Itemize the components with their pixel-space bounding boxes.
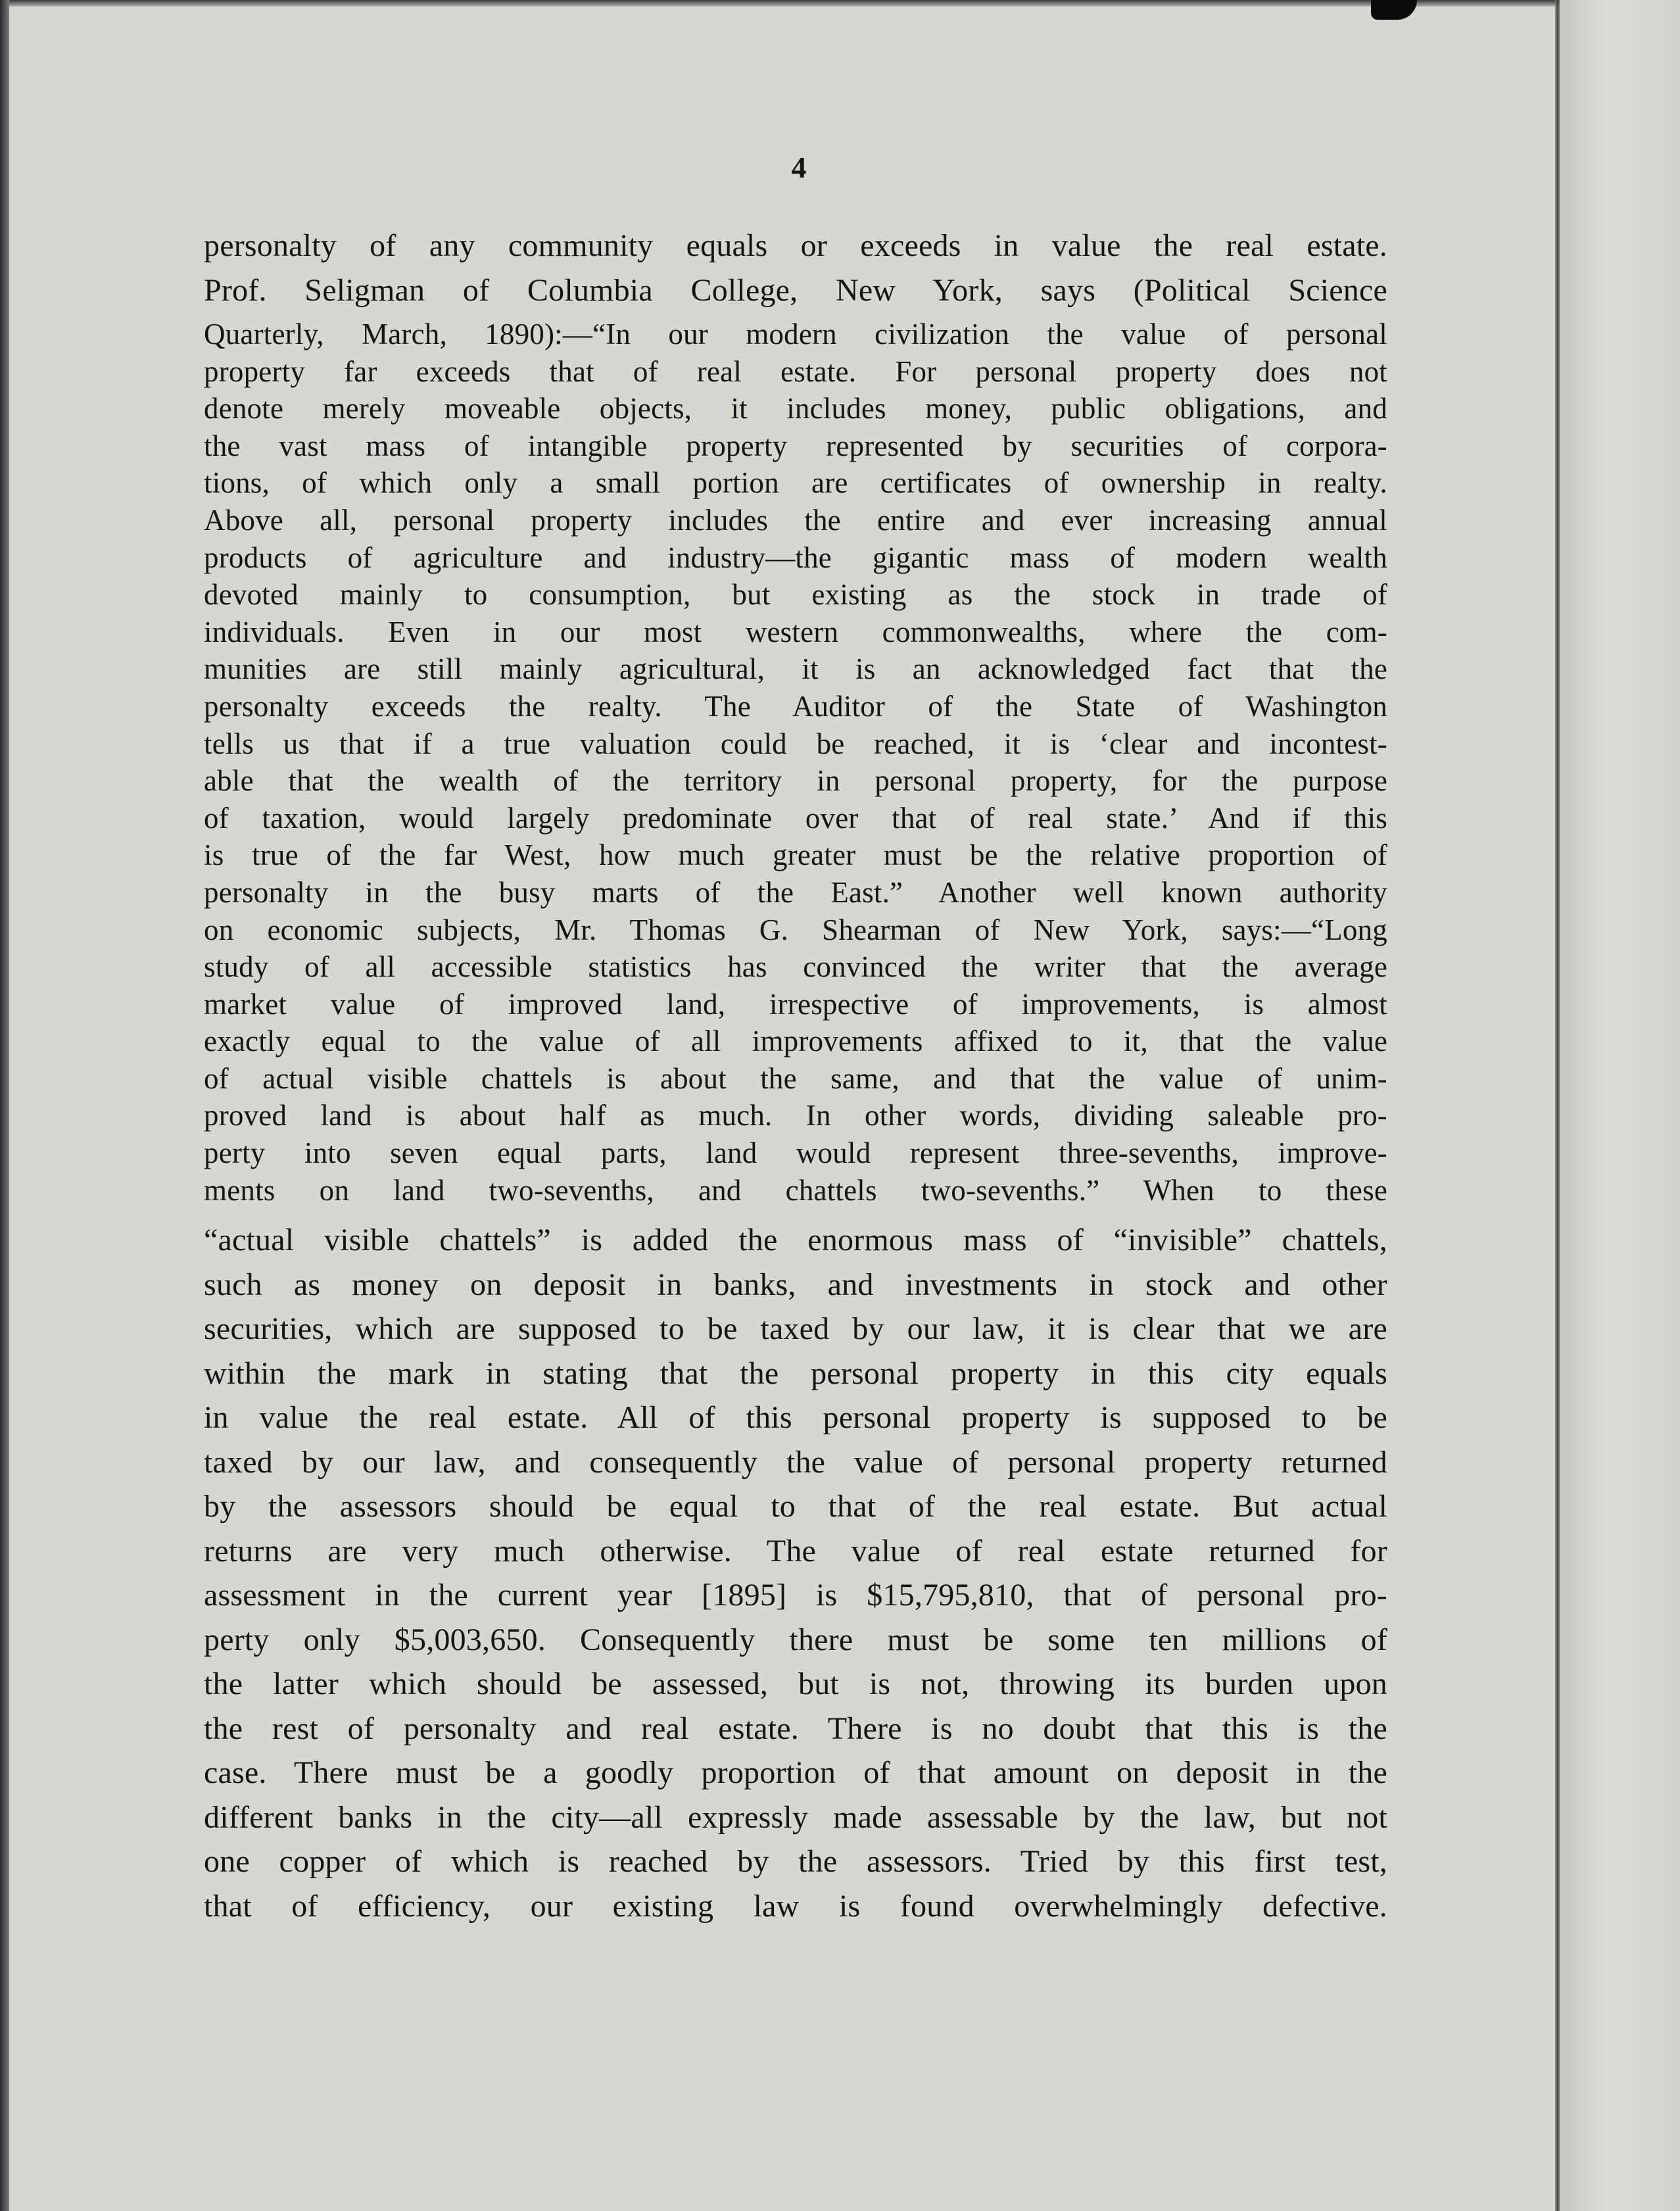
text-line: Quarterly, March, 1890):—“In our modern civilization the value of personal — [204, 318, 1387, 351]
paragraph-block-upper — [204, 224, 1387, 313]
text-line: the vast mass of intangible property represented by securities of corpora- — [204, 429, 1387, 462]
ink-blot — [1371, 0, 1417, 20]
text-line: denote merely moveable objects, it includes money, public obligations, and — [204, 392, 1387, 425]
text-line: tells us that if a true valuation could be reached, it is ‘clear and incontest- — [204, 727, 1387, 760]
text-line: individuals. Even in our most western commonwealths, where the com- — [204, 615, 1387, 648]
text-line: proved land is about half as much. In other words, dividing saleable pro- — [204, 1099, 1387, 1132]
text-line: by the assessors should be equal to that of the real estate. But actual — [204, 1489, 1387, 1524]
text-line: market value of improved land, irrespective of improvements, is almost — [204, 987, 1387, 1021]
text-line: is true of the far West, how much greater must be the relative proportion of — [204, 838, 1387, 872]
text-line: ments on land two-sevenths, and chattels two-sevenths.” When to these — [204, 1173, 1387, 1207]
page-top-edge — [0, 0, 1680, 7]
paragraph-block-lower — [204, 1218, 1387, 1928]
page-left-edge — [0, 0, 9, 2211]
text-line: that of efficiency, our existing law is found overwhelmingly defective. — [204, 1888, 1387, 1924]
text-line: assessment in the current year [1895] is $15,795,810, that of personal pro- — [204, 1578, 1387, 1613]
text-line: of actual visible chattels is about the same, and that the value of unim- — [204, 1061, 1387, 1095]
text-line: of taxation, would largely predominate over that of real state.’ And if this — [204, 801, 1387, 835]
text-line: munities are still mainly agricultural, it is an acknowledged fact that the — [204, 652, 1387, 686]
text-line: within the mark in stating that the personal property in this city equals — [204, 1355, 1387, 1391]
text-line: securities, which are supposed to be taxed by our law, it is clear that we are — [204, 1311, 1387, 1347]
page-number: 4 — [791, 151, 807, 184]
text-line: study of all accessible statistics has convinced the writer that the average — [204, 950, 1387, 984]
text-line: products of agriculture and industry—the gigantic mass of modern wealth — [204, 541, 1387, 574]
adjacent-page-margin — [1560, 0, 1680, 2211]
text-line: case. There must be a goodly proportion of that amount on deposit in the — [204, 1755, 1387, 1791]
text-line: Above all, personal property includes the entire and ever increasing annual — [204, 503, 1387, 537]
text-line: perty into seven equal parts, land would represent three-sevenths, improve- — [204, 1136, 1387, 1170]
body-text — [204, 224, 1387, 1928]
text-line: personalty of any community equals or exceeds in value the real estate. — [204, 228, 1387, 263]
text-line: personalty in the busy marts of the East.” Another well known authority — [204, 875, 1387, 909]
text-line: property far exceeds that of real estate. For personal property does not — [204, 354, 1387, 388]
text-line: such as money on deposit in banks, and investments in stock and other — [204, 1267, 1387, 1302]
quotation-block — [204, 316, 1387, 1209]
text-line: devoted mainly to consumption, but existing as the stock in trade of — [204, 578, 1387, 612]
text-line: personalty exceeds the realty. The Auditor of the State of Washington — [204, 689, 1387, 723]
text-line: the rest of personalty and real estate. There is no doubt that this is the — [204, 1711, 1387, 1746]
text-line: tions, of which only a small portion are certificates of ownership in realty. — [204, 466, 1387, 500]
text-line: Prof. Seligman of Columbia College, New York, says (Political Science — [204, 273, 1387, 308]
text-line: able that the wealth of the territory in personal property, for the purpose — [204, 764, 1387, 798]
text-line: on economic subjects, Mr. Thomas G. Shearman of New York, says:—“Long — [204, 913, 1387, 946]
text-line: perty only $5,003,650. Consequently there must be some ten millions of — [204, 1622, 1387, 1657]
text-line: exactly equal to the value of all improvements affixed to it, that the value — [204, 1025, 1387, 1058]
text-line: taxed by our law, and consequently the value of personal property returned — [204, 1444, 1387, 1480]
text-line: returns are very much otherwise. The value of real estate returned for — [204, 1533, 1387, 1568]
text-line: one copper of which is reached by the assessors. Tried by this first test, — [204, 1844, 1387, 1880]
text-line: different banks in the city—all expressly made assessable by the law, but not — [204, 1799, 1387, 1835]
text-line: in value the real estate. All of this personal property is supposed to be — [204, 1400, 1387, 1436]
text-line: the latter which should be assessed, but is not, throwing its burden upon — [204, 1666, 1387, 1702]
text-line: “actual visible chattels” is added the enormous mass of “invisible” chattels, — [204, 1223, 1387, 1258]
